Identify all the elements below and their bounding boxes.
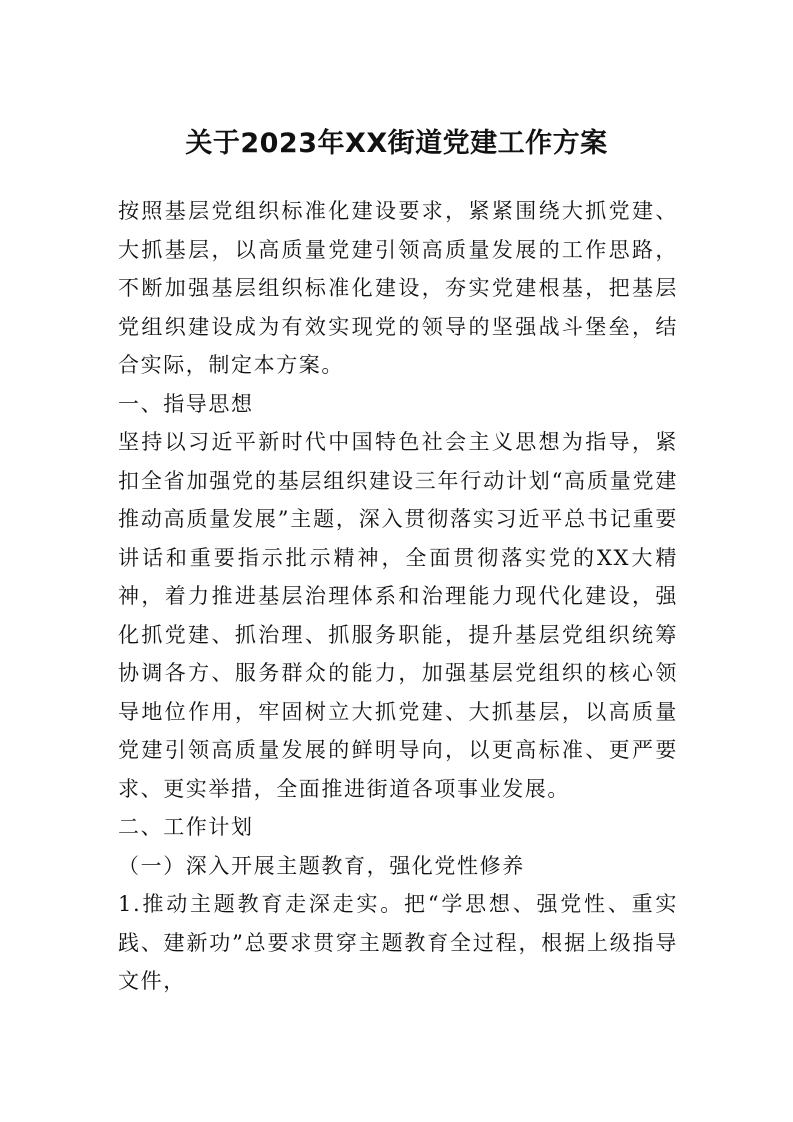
document-title: 关于2023年XX街道党建工作方案 [185,128,608,159]
section-heading-guiding-ideology: 一、指导思想 [118,391,254,416]
subsection-heading-theme-education: （一）深入开展主题教育，强化党性修养 [118,853,525,878]
intro-paragraph: 按照基层党组织标准化建设要求，紧紧围绕大抓党建、大抓基层，以高质量党建引领高质量发展的工作思路，不断加强基层组织标准化建设，夯实党建根基，把基层党组织建设成为有效实现党的领导的坚强战斗堡垒，结合实际，制定本方案。 [118,199,678,377]
section-heading-work-plan: 二、工作计划 [118,815,254,839]
document-body [118,192,678,1001]
item-paragraph-1: 1.推动主题教育走深走实。把“学思想、强党性、重实践、建新功”总要求贯穿主题教育全过程，根据上级指导文件， [118,892,678,993]
guiding-ideology-paragraph: 坚持以习近平新时代中国特色社会主义思想为指导，紧扣全省加强党的基层组织建设三年行动计划“高质量党建推动高质量发展”主题，深入贯彻落实习近平总书记重要讲话和重要指示批示精神，全面贯彻落实党的XX大精神，着力推进基层治理体系和治理能力现代化建设，强化抓党建、抓治理、抓服务职能，提升基层党组织统筹协调各方、服务群众的能力，加强基层党组织的核心领导地位作用，牢固树立大抓党建、大抓基层，以高质量党建引领高质量发展的鲜明导向，以更高标准、更严要求、更实举措，全面推进街道各项事业发展。 [118,430,678,801]
